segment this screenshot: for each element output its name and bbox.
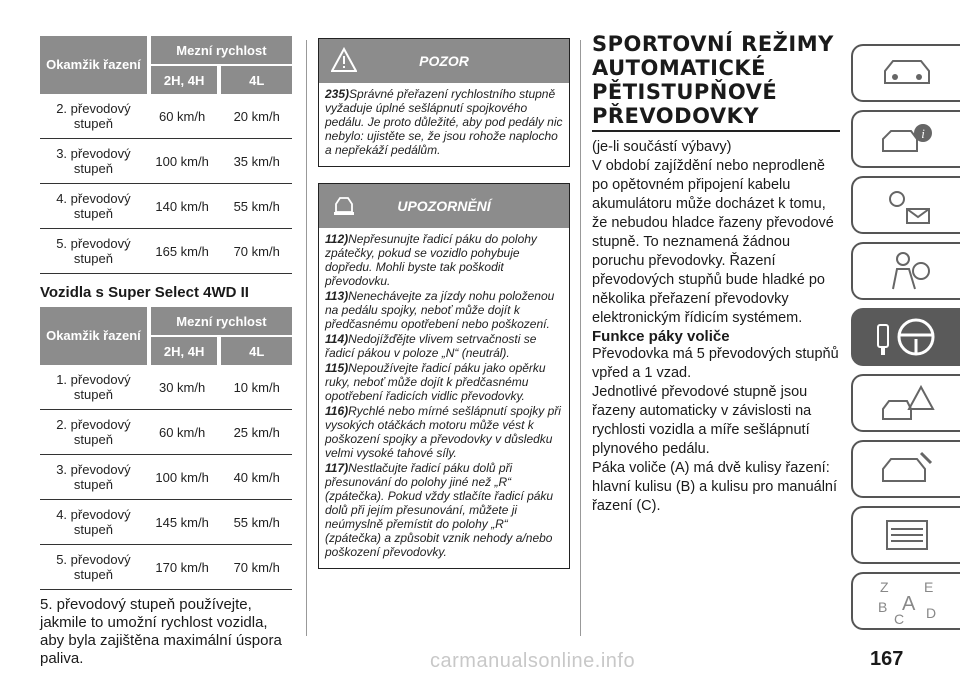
table-row: 3. převodový stupeň 100 km/h 35 km/h (40, 139, 292, 184)
svg-text:E: E (923, 579, 933, 595)
car-dashboard-icon (877, 53, 937, 93)
car-hand-icon (331, 192, 357, 218)
column-divider (306, 40, 307, 636)
emergency-triangle-icon (877, 381, 937, 425)
subheading: Funkce páky voliče (592, 328, 730, 345)
fuel-economy-note: 5. převodový stupeň používejte, jakmile to umožní rychlost vozidla, aby byla zajištěna maximální úspora paliva. (40, 596, 282, 667)
paragraph: (je-li součástí výbavy) (592, 139, 732, 155)
table-row: 2. převodový stupeň 60 km/h 25 km/h (40, 410, 292, 455)
car-service-icon (877, 447, 937, 491)
pozor-body (319, 83, 569, 166)
svg-text:C: C (893, 611, 904, 626)
tab-warning-lights[interactable] (851, 176, 960, 234)
paragraph: Páka voliče (A) má dvě kulisy řazení: hlavní kulisu (B) a kulisu pro manuální řazení (C). (592, 460, 838, 514)
warning-item: 117)Nestlačujte řadicí páku dolů při přesunování do polohy jiné než „R“ (zpátečka). Pokud vždy stlačíte řadicí páku dolů při jejím přesunování, můžete ji neúmyslně přemístit do polohy „R“ (zpátečka) a způsobit vznik nehody a/nebo poškození převodovky. (325, 461, 554, 559)
right-column (592, 0, 842, 516)
left-column (40, 0, 292, 668)
tab-car-service[interactable] (851, 440, 960, 498)
tab-airbag-safety[interactable] (851, 242, 960, 300)
data-list-icon (877, 513, 937, 557)
table-row: 5. převodový stupeň 170 km/h 70 km/h (40, 545, 292, 590)
table-header-gear: Okamžik řazení (40, 307, 147, 365)
gear-speed-table-2 (40, 307, 292, 590)
table-col-4l: 4L (221, 335, 292, 365)
table-row: 1. převodový stupeň 30 km/h 10 km/h (40, 365, 292, 410)
warning-item: 115)Nepoužívejte řadicí páku jako opěrku ruky, neboť může dojít k předčasnému opotřebení řadicích vidlic převodovky. (325, 361, 546, 403)
paragraph: Převodovka má 5 převodových stupňů vpřed a 1 vzad. (592, 346, 839, 381)
upozorneni-body (319, 228, 569, 568)
alphabet-index-icon (872, 576, 942, 626)
table-row: 3. převodový stupeň 100 km/h 40 km/h (40, 455, 292, 500)
tab-alphabet-index[interactable] (851, 572, 960, 630)
key-steering-wheel-icon (872, 313, 942, 361)
table-row: 4. převodový stupeň 145 km/h 55 km/h (40, 500, 292, 545)
svg-text:Z: Z (879, 579, 889, 595)
svg-text:B: B (877, 599, 887, 615)
section-title: SPORTOVNÍ REŽIMY AUTOMATICKÉ PĚTISTUPŇOVÉ PŘEVODOVKY (592, 32, 840, 132)
section-heading: Vozidla s Super Select 4WD II (40, 284, 249, 301)
table-header-gear: Okamžik řazení (40, 36, 147, 94)
warning-lights-icon (877, 183, 937, 227)
warning-item: 114)Nedojížďějte vlivem setrvačnosti se řadicí pákou v poloze „N“ (neutrál). (325, 332, 537, 360)
table-header-speed: Mezní rychlost (147, 307, 292, 335)
info-car-icon (877, 119, 937, 159)
tab-info-car[interactable] (851, 110, 960, 168)
airbag-person-icon (877, 249, 937, 293)
table-col-2h4h: 2H, 4H (147, 64, 218, 94)
upozorneni-box (318, 183, 570, 569)
upozorneni-header (319, 184, 569, 228)
warning-item: 113)Nenechávejte za jízdy nohu položenou na pedálu spojky, neboť může dojít k předčasnému opotřebení nebo poškození. (325, 289, 555, 331)
warning-triangle-icon (331, 47, 357, 73)
tab-emergency[interactable] (851, 374, 960, 432)
pozor-title: POZOR (419, 53, 469, 69)
tab-car-dashboard[interactable] (851, 44, 960, 102)
svg-text:D: D (925, 605, 936, 621)
svg-text:A: A (901, 593, 915, 615)
table-row: 4. převodový stupeň 140 km/h 55 km/h (40, 184, 292, 229)
middle-column (318, 0, 570, 569)
table-row: 5. převodový stupeň 165 km/h 70 km/h (40, 229, 292, 274)
watermark: carmanualsonline.info (430, 650, 636, 672)
warning-item: 112)Nepřesunujte řadicí páku do polohy zpátečky, pokud se vozidlo pohybuje dopředu. Mohli byste tak poškodit převodovku. (325, 232, 537, 288)
svg-text:i: i (920, 126, 925, 141)
table-header-speed: Mezní rychlost (147, 36, 292, 64)
pozor-box (318, 38, 570, 167)
warning-item: 116)Rychlé nebo mírné sešlápnutí spojky při vysokých otáčkách motoru může vést k poškození spojky a převodovky v důsledku velmi vysoké tahové síly. (325, 404, 561, 460)
page-number: 167 (870, 648, 904, 670)
paragraph: V období zajíždění nebo neprodleně po opětovném připojení kabelu akumulátoru může docházet k tomu, že nebudou hladce řazeny převodové stupně. To neznamená žádnou poruchu převodovky. Řazení převodových stupňů bude hladké po několika přeřazení převodovky elektronickým řídicím systémem. (592, 158, 834, 326)
tab-data-list[interactable] (851, 506, 960, 564)
tab-key-steering[interactable] (851, 308, 960, 366)
table-col-4l: 4L (221, 64, 292, 94)
pozor-header (319, 39, 569, 83)
table-col-2h4h: 2H, 4H (147, 335, 218, 365)
warning-item: 235)Správné přeřazení rychlostního stupně vyžaduje úplné sešlápnutí spojkového pedálu. Je proto důležité, aby pod pedály nic nebylo: ujistěte se, že jsou rohože naplocho a nepřekáží pedálům. (325, 87, 563, 157)
gear-speed-table-1 (40, 36, 292, 274)
paragraph: Jednotlivé převodové stupně jsou řazeny automaticky v závislosti na rychlosti vozidla a míře sešlápnutí plynového pedálu. (592, 384, 812, 457)
table-row: 2. převodový stupeň 60 km/h 20 km/h (40, 94, 292, 139)
column-divider (580, 40, 581, 636)
upozorneni-title: UPOZORNĚNÍ (397, 198, 491, 214)
